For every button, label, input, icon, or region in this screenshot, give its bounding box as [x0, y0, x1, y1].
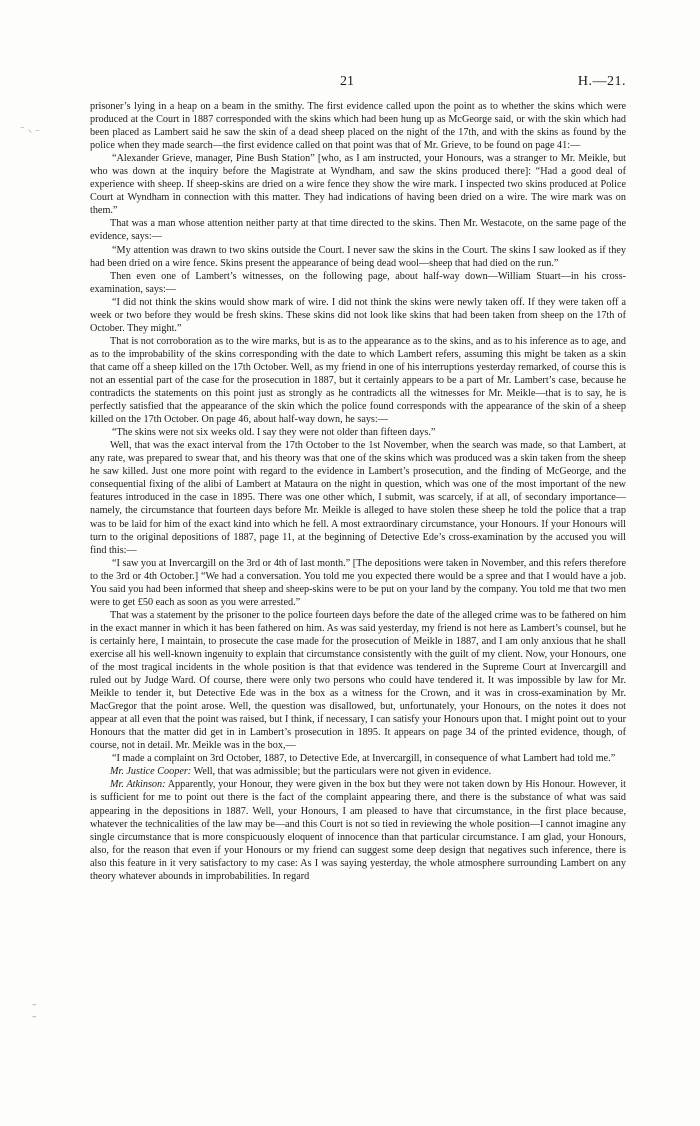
quoted-evidence: “My attention was drawn to two skins outside the Court. I never saw the skins in the Court. The skins I saw looked as if they had been dried on a wire fence. Skins present the appearance of being dead wool—sheep that had died on the run.”: [90, 244, 626, 269]
speaker-name: Mr. Atkinson:: [110, 779, 166, 791]
document-reference: H.—21.: [577, 74, 626, 89]
paragraph: Well, that was the exact interval from the 17th October to the 1st November, when the search was made, so that Lambert, at any rate, was prepared to swear that, and his theory was that one of the skins which was produced was a skin taken from the sheep he saw killed. Just one more point with regard to the evidence in Lambert’s prosecution, and the finding of McGeorge, and the consequential fixing of the alibi of Lambert at Mataura on the night in question, which was one of the most important of the new features introduced in the case in 1895. There was one other which, I submit, was scarcely, if at all, of secondary importance—namely, the circumstance that fourteen days before Mr. Meikle is alleged to have stolen these sheep he told the police that a trap was to be laid for him of the exact kind into which he fell. A most extraordinary circumstance, your Honours. If your Honours will turn to the original depositions of 1887, page 11, at the beginning of Detective Ede’s cross-examination by the accused you will find this:—: [90, 440, 626, 556]
document-page: [90, 74, 626, 883]
speech-text: Apparently, your Honour, they were given in the box but they were not taken down by His Honour. However, it is sufficient for me to point out there is the fact of the complaint appearing there, and there is the substance of what was said appearing in the depositions in 1887. Well, your Honours, I am pleased to have that circumstance, in the first place because, whatever the technicalities of the law may be—and this Court is not so tied in reviewing the whole position—I cannot imagine any single circumstance that is more conspicuously eloquent of innocence than that particular circumstance. I am glad, your Honours, also, for the reason that even if your Honours or my friend can suggest some deep design that negatives such inference, there is also this feature in it very satisfactory to my case: As I was saying yesterday, the whole atmosphere surrounding Lambert on any theory whatever abounds in improbabilities. In regard: [90, 779, 626, 882]
margin-mark-bottom: –: [32, 1000, 37, 1010]
page-number: 21: [340, 74, 354, 89]
quoted-evidence: “I did not think the skins would show mark of wire. I did not think the skins were newly taken off. If they were taken off a week or two before they would be fresh skins. These skins did not look like skins that had been taken from sheep on the 17th of October. They might.”: [90, 296, 626, 334]
quoted-evidence: “I made a complaint on 3rd October, 1887, to Detective Ede, at Invercargill, in consequence of what Lambert had told me.”: [112, 753, 616, 765]
paragraph: prisoner’s lying in a heap on a beam in the smithy. The first evidence called upon the point as to whether the skins which were produced at the Court in 1887 corresponded with the skins which had been hung up as McGeorge said, or with the skin which had been placed as Lambert said he saw the skin of a dead sheep placed on the night of the 17th, and with the skins as found by the police when they made search—the first evidence called on that point was that of Mr. Grieve, to be found on page 41:—: [90, 101, 626, 152]
paragraph: That was a man whose attention neither party at that time directed to the skins. Then Mr. Westacote, on the same page of the evidence, says:—: [90, 218, 626, 243]
speech-text: Well, that was admissible; but the particulars were not given in evidence.: [193, 766, 492, 778]
page-header: [90, 74, 626, 96]
paragraph: That is not corroboration as to the wire marks, but is as to the appearance as to the skins, and as to his inference as to age, and as to the improbability of the skins corresponding with the date to which Lambert refers, assuming this might be taken as a skin that came off a sheep killed on the 17th October. Well, as my friend in one of his interruptions yesterday remarked, of course this is not an essential part of the case for the prosecution in 1887, but it certainly appears to be a part of Mr. Lambert’s case, because he contradicts the statements on this point just as strongly as he contradicts all the witnesses for Mr. Meikle—that is to say, he is perfectly satisfied that the appearance of the skin which the police found corresponds with the appearance of the skin of a sheep killed on the 17th October. On page 46, about half-way down, he says:—: [90, 335, 626, 426]
speech-paragraph: [90, 765, 626, 778]
margin-mark-bottom-2: –: [32, 1012, 37, 1022]
margin-mark-top: ⁻ ⸜ ₋: [20, 125, 40, 135]
paragraph: That was a statement by the prisoner to the police fourteen days before the date of the alleged crime was to be fathered on him in the exact manner in which it has been fathered on him. As was said yesterday, my friend is not here as Lambert’s counsel, but he is certainly here, I maintain, to prosecute the case made for the prosecution of Meikle in 1887, and I am only anxious that he shall exercise all his well-known ingenuity to explain that circumstance consistently with the guilt of my client. Now, your Honours, one of the most tragical incidents in the whole position is that that evidence was tendered in the Supreme Court at Invercargill and ruled out by Judge Ward. Of course, there were only two persons who could have tendered it. It was impossible by law for Mr. Meikle to tender it, but Detective Ede was in the box as a witness for the Crown, and it was in cross-examination by Mr. MacGregor that the point arose. Well, the question was disallowed, but, unfortunately, your Honours, on the notes it does not appear at all even that the point was raised, but I think, if necessary, I can satisfy your Honours upon that. I might point out to your Honours that the matter did get in in Lambert’s prosecution in 1895. It appears on page 34 of the printed evidence, though, of course, not in detail. Mr. Meikle was in the box,—: [90, 609, 626, 752]
quoted-evidence: “The skins were not six weeks old. I say they were not older than fifteen days.”: [112, 427, 436, 439]
speech-paragraph: [90, 778, 626, 882]
body-text: [90, 100, 626, 883]
paragraph: Then even one of Lambert’s witnesses, on the following page, about half-way down—William Stuart—in his cross-examination, says:—: [90, 270, 626, 295]
quoted-evidence: “Alexander Grieve, manager, Pine Bush Station” [who, as I am instructed, your Honours, was a stranger to Mr. Meikle, but who was down at the inquiry before the Magistrate at Wyndham, and saw the skins produced there]: “Had a good deal of experience with sheep. If sheep-skins are dried on a wire fence they show the wire mark. I inspected two skins produced at Police Court at Wyndham in connection with this matter. They had indications of having been dried on a wire. The wire mark was on them.”: [90, 153, 626, 217]
speaker-name: Mr. Justice Cooper:: [110, 766, 192, 778]
quoted-evidence: “I saw you at Invercargill on the 3rd or 4th of last month.” [The depositions were taken in November, and this refers therefore to the 3rd or 4th October.] “We had a conversation. You told me you expected there would be a spree and that I would have a job. You said you had been informed that sheep and sheep-skins were to be put on your land by the company. You told me that two men were to get £50 each as soon as you were arrested.”: [90, 557, 626, 608]
